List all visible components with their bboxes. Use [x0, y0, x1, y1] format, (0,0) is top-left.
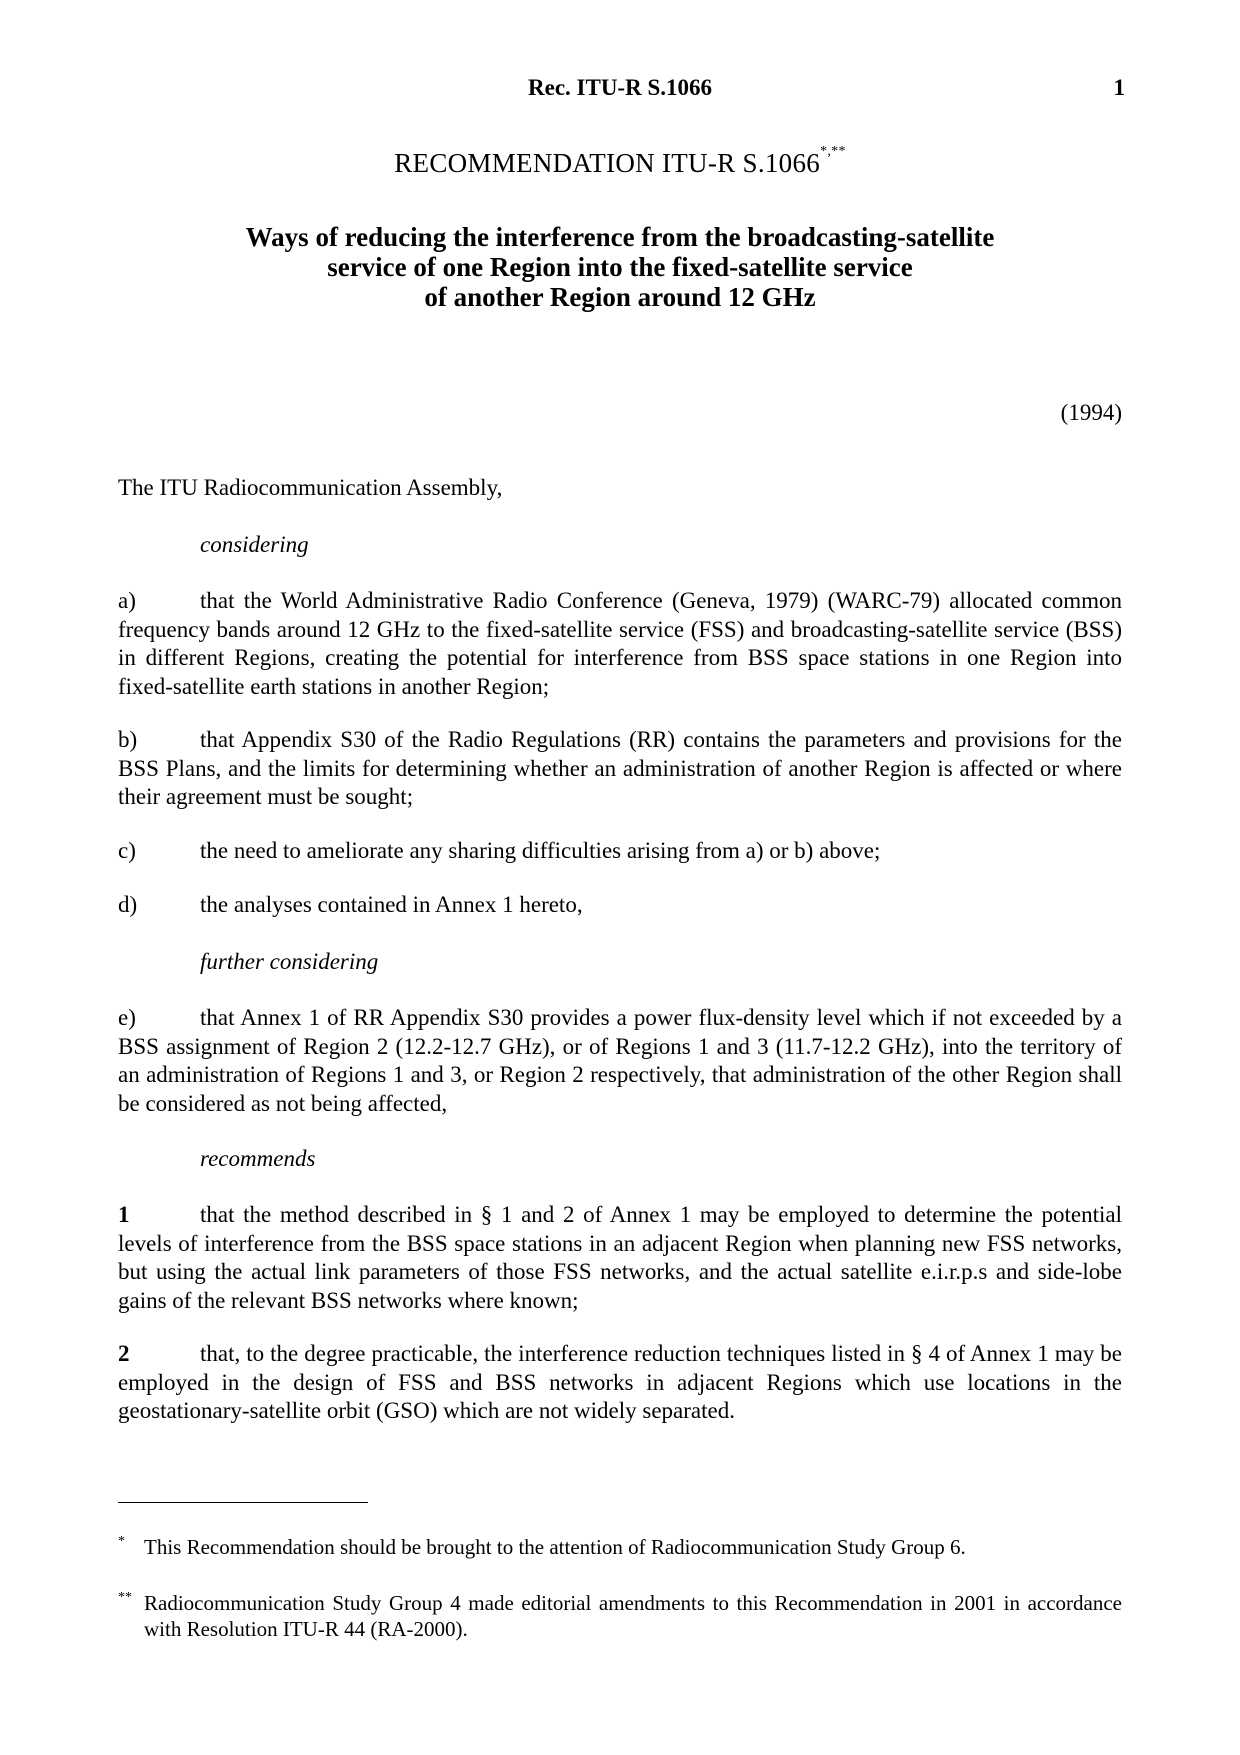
considering-item-c: [118, 837, 1122, 866]
recommends-item-1: [118, 1201, 1122, 1315]
item-mark: c): [118, 838, 136, 863]
item-mark: e): [118, 1005, 136, 1030]
item-text: the analyses contained in Annex 1 hereto,: [200, 892, 583, 917]
considering-item-d: [118, 891, 1122, 920]
item-text: that the method described in § 1 and 2 of Annex 1 may be employed to determine the potential levels of interference from the BSS space stations in an adjacent Region when planning new FSS networks, but using the actual link parameters of those FSS networks, and the actual satellite e.i.r.p.s and side-lobe gains of the relevant BSS networks where known;: [118, 1202, 1122, 1313]
footnote-text: This Recommendation should be brought to the attention of Radiocommunication Study Group 6.: [144, 1535, 966, 1559]
item-mark: d): [118, 892, 138, 917]
title-line: Ways of reducing the interference from the broadcasting-satellite: [245, 222, 995, 252]
title-line: of another Region around 12 GHz: [424, 282, 816, 312]
item-mark: 1: [118, 1202, 130, 1227]
item-text: the need to ameliorate any sharing difficulties arising from a) or b) above;: [200, 838, 881, 863]
footnote-1: [118, 1534, 1122, 1560]
recommendation-label-text: RECOMMENDATION ITU-R S.1066: [394, 148, 821, 178]
further-considering-item-e: [118, 1004, 1122, 1118]
title-line: service of one Region into the fixed-satellite service: [327, 252, 913, 282]
footnote-text: Radiocommunication Study Group 4 made editorial amendments to this Recommendation in 2001 in accordance with Resolution ITU-R 44 (RA-2000).: [144, 1591, 1122, 1641]
considering-item-a: [118, 587, 1122, 701]
considering-item-b: [118, 726, 1122, 812]
footnote-mark: *: [118, 1534, 125, 1549]
item-mark: a): [118, 588, 136, 613]
item-text: that the World Administrative Radio Conference (Geneva, 1979) (WARC-79) allocated common frequency bands around 12 GHz to the fixed-satellite service (FSS) and broadcasting-satellite service (BSS) in different Regions, creating the potential for interference from BSS space stations in one Region into fixed-satellite earth stations in another Region;: [118, 588, 1122, 699]
item-mark: b): [118, 727, 138, 752]
approval-year: (1994): [1060, 400, 1122, 425]
recommendation-label: [0, 144, 1240, 179]
recommends-heading: recommends: [200, 1146, 316, 1171]
running-header: Rec. ITU-R S.1066: [528, 75, 712, 100]
recommends-item-2: [118, 1340, 1122, 1426]
footnote-mark: **: [118, 1590, 132, 1605]
footnote-2: [118, 1590, 1122, 1642]
footnote-refs: *,**: [820, 144, 846, 159]
item-text: that Annex 1 of RR Appendix S30 provides a power flux-density level which if not exceeded by a BSS assignment of Region 2 (12.2-12.7 GHz), or of Regions 1 and 3 (11.7-12.2 GHz), into the territory of an administration of Regions 1 and 3, or Region 2 respectively, that administration of the other Region shall be considered as not being affected,: [118, 1005, 1122, 1116]
item-text: that, to the degree practicable, the interference reduction techniques listed in § 4 of Annex 1 may be employed in the design of FSS and BSS networks in adjacent Regions which use locations in the geostationary-satellite orbit (GSO) which are not widely separated.: [118, 1341, 1122, 1423]
document-title: [0, 222, 1240, 312]
intro-line: The ITU Radiocommunication Assembly,: [118, 475, 503, 500]
item-mark: 2: [118, 1341, 130, 1366]
page-number: 1: [1113, 75, 1125, 100]
footnote-divider: [118, 1502, 368, 1503]
item-text: that Appendix S30 of the Radio Regulations (RR) contains the parameters and provisions for the BSS Plans, and the limits for determining whether an administration of another Region is affected or where their agreement must be sought;: [118, 727, 1122, 809]
further-considering-heading: further considering: [200, 949, 379, 974]
considering-heading: considering: [200, 532, 309, 557]
